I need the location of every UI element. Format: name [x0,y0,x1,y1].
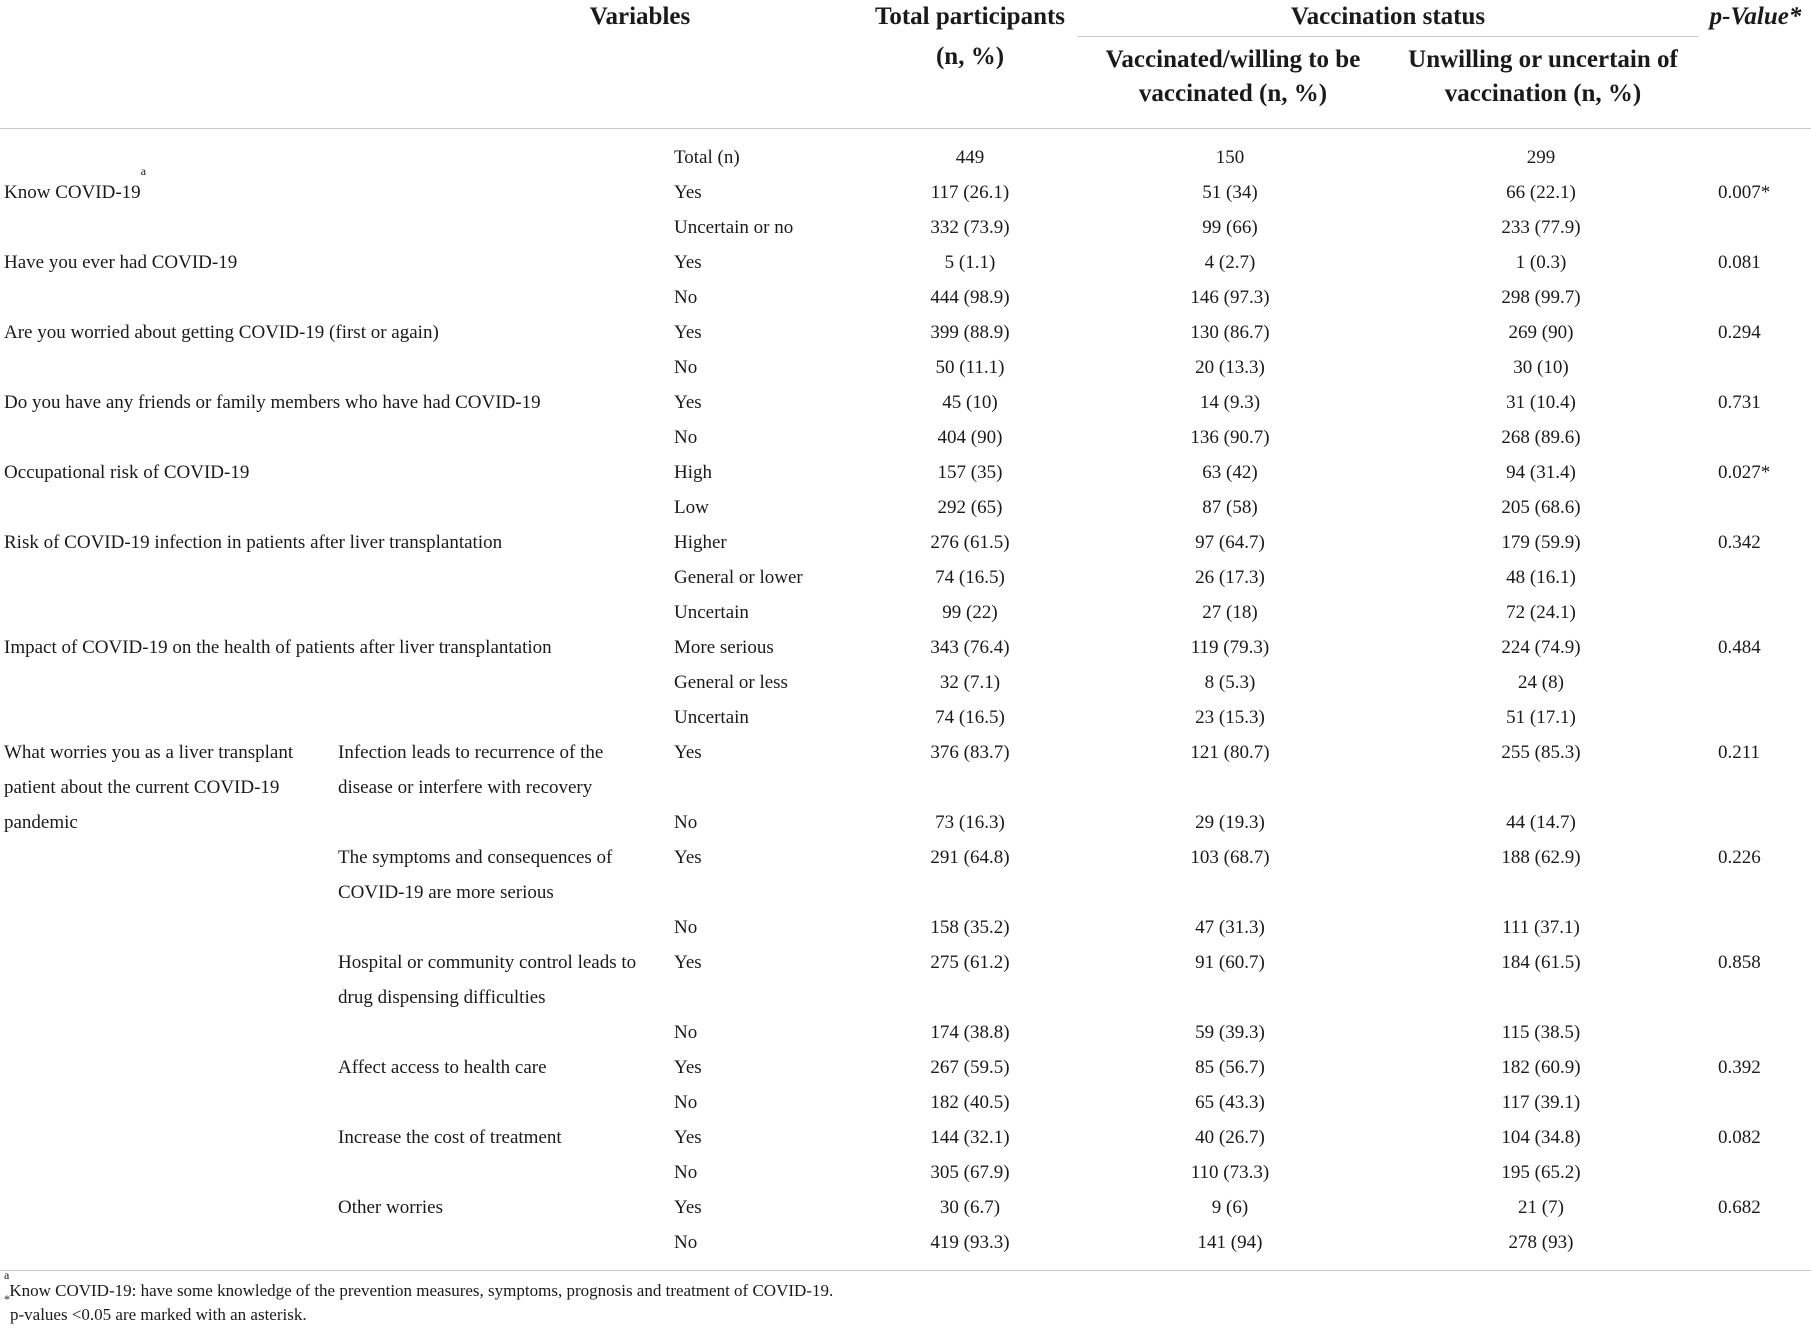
cell-var-text: No [674,1232,698,1253]
cell-unw-text: 30 (10) [1513,357,1569,378]
cell-p [1718,630,1808,665]
cell-unw-text: 44 (14.7) [1506,812,1576,833]
header-total-participants-unit: (n, %) [935,43,1005,70]
cell-unw [1441,1225,1641,1260]
cell-var-text: High [674,462,712,483]
cell-total-text: 305 (67.9) [930,1162,1010,1183]
cell-unw [1441,385,1641,420]
cell-vacc-text: 47 (31.3) [1195,917,1265,938]
footnote-star [4,1292,307,1327]
cell-unw-text: 278 (93) [1508,1232,1574,1253]
cell-sub [338,840,638,910]
cell-q [4,245,764,280]
cell-unw-text: 179 (59.9) [1501,532,1581,553]
cell-sub-text: Affect access to health care [338,1057,547,1078]
cell-unw [1441,350,1641,385]
cell-vacc-text: 110 (73.3) [1190,1162,1270,1183]
cell-sub-text: Other worries [338,1197,443,1218]
cell-var-text: Uncertain [674,602,749,623]
cell-q [4,455,764,490]
cell-vacc [1130,595,1330,630]
cell-total [870,1015,1070,1050]
cell-total [870,525,1070,560]
cell-vacc [1130,735,1330,770]
cell-vacc-text: 59 (39.3) [1195,1022,1265,1043]
cell-vacc-text: 121 (80.7) [1190,742,1270,763]
cell-unw-text: 72 (24.1) [1506,602,1576,623]
cell-unw [1441,210,1641,245]
footnote-a-mark: a [4,1268,10,1282]
cell-vacc-text: 119 (79.3) [1190,637,1270,658]
cell-var-text: No [674,917,698,938]
cell-p [1718,1190,1808,1225]
cell-vacc [1130,805,1330,840]
cell-var-text: No [674,287,698,308]
cell-p-text: 0.682 [1718,1197,1761,1218]
cell-q-text: Are you worried about getting COVID-19 (first or again) [4,322,439,343]
cell-p-text: 0.731 [1718,392,1761,413]
cell-vacc [1130,455,1330,490]
cell-unw [1441,1085,1641,1120]
cell-unw-text: 104 (34.8) [1501,1127,1581,1148]
cell-unw-text: 195 (65.2) [1501,1162,1581,1183]
cell-unw-text: 299 [1526,147,1556,168]
cell-q-superscript: a [140,164,147,178]
cell-unw-text: 298 (99.7) [1501,287,1581,308]
cell-var-text: Total (n) [674,147,740,168]
header-total-participants: Total participants [874,3,1066,30]
cell-total [870,350,1070,385]
cell-unw-text: 233 (77.9) [1501,217,1581,238]
header-bottom-rule [0,128,1811,129]
cell-p [1718,315,1808,350]
cell-var-text: Yes [674,1197,702,1218]
cell-unw [1441,1050,1641,1085]
cell-total-text: 30 (6.7) [939,1197,1001,1218]
cell-unw-text: 117 (39.1) [1501,1092,1581,1113]
cell-q [4,315,764,350]
cell-unw [1441,455,1641,490]
cell-total-text: 99 (22) [942,602,998,623]
cell-unw-text: 21 (7) [1518,1197,1564,1218]
cell-total [870,420,1070,455]
cell-p [1718,525,1808,560]
cell-vacc-text: 65 (43.3) [1195,1092,1265,1113]
cell-var-text: General or lower [674,567,803,588]
header-vaccinated-unit: vaccinated (n, %) [1138,80,1328,107]
cell-vacc [1130,490,1330,525]
cell-unw-text: 66 (22.1) [1506,182,1576,203]
cell-total-text: 275 (61.2) [930,952,1010,973]
cell-p-text: 0.027* [1718,462,1771,483]
cell-var-text: General or less [674,672,788,693]
cell-unw [1441,525,1641,560]
cell-unw-text: 31 (10.4) [1506,392,1576,413]
cell-total-text: 74 (16.5) [935,707,1005,728]
cell-q-text: Know COVID-19 [4,182,141,203]
footnote-a [4,1268,834,1303]
cell-q-text: Occupational risk of COVID-19 [4,462,250,483]
cell-var-text: Yes [674,952,702,973]
cell-total [870,315,1070,350]
cell-total-text: 399 (88.9) [930,322,1010,343]
cell-vacc-text: 8 (5.3) [1204,672,1256,693]
cell-p-text: 0.392 [1718,1057,1761,1078]
cell-unw-text: 255 (85.3) [1501,742,1581,763]
cell-total-text: 267 (59.5) [930,1057,1010,1078]
cell-vacc-text: 27 (18) [1202,602,1258,623]
header-unwilling: Unwilling or uncertain of [1408,46,1678,73]
cell-vacc [1130,700,1330,735]
cell-q-text: Risk of COVID-19 infection in patients after liver transplantation [4,532,503,553]
cell-total-text: 158 (35.2) [930,917,1010,938]
cell-vacc-text: 29 (19.3) [1195,812,1265,833]
cell-unw-text: 268 (89.6) [1501,427,1581,448]
cell-unw [1441,560,1641,595]
cell-total-text: 45 (10) [942,392,998,413]
cell-vacc-text: 51 (34) [1202,182,1258,203]
cell-unw-text: 188 (62.9) [1501,847,1581,868]
cell-unw [1441,175,1641,210]
cell-vacc [1130,280,1330,315]
cell-vacc [1130,350,1330,385]
cell-unw [1441,490,1641,525]
cell-unw-text: 115 (38.5) [1501,1022,1581,1043]
cell-vacc [1130,1225,1330,1260]
cell-total [870,455,1070,490]
cell-unw [1441,665,1641,700]
cell-total [870,595,1070,630]
cell-unw [1441,315,1641,350]
cell-unw-text: 48 (16.1) [1506,567,1576,588]
cell-vacc-text: 97 (64.7) [1195,532,1265,553]
cell-total [870,560,1070,595]
cell-total-text: 444 (98.9) [930,287,1010,308]
cell-total-text: 32 (7.1) [939,672,1001,693]
cell-unw-text: 1 (0.3) [1515,252,1567,273]
cell-total [870,910,1070,945]
cell-var-text: Yes [674,847,702,868]
cell-total-text: 343 (76.4) [930,637,1010,658]
table-bottom-rule [0,1270,1811,1271]
cell-total [870,385,1070,420]
cell-var-text: Yes [674,252,702,273]
cell-var-text: Higher [674,532,727,553]
cell-total-text: 291 (64.8) [930,847,1010,868]
cell-total [870,1190,1070,1225]
cell-vacc [1130,1050,1330,1085]
cell-total [870,140,1070,175]
cell-total-text: 419 (93.3) [930,1232,1010,1253]
cell-p [1718,735,1808,770]
cell-var-text: Uncertain [674,707,749,728]
cell-unw-text: 24 (8) [1518,672,1564,693]
header-variables: Variables [589,3,691,30]
cell-p-text: 0.226 [1718,847,1761,868]
cell-q-text: Have you ever had COVID-19 [4,252,238,273]
cell-vacc [1130,140,1330,175]
cell-vacc [1130,560,1330,595]
cell-total-text: 449 [955,147,985,168]
cell-p [1718,945,1808,980]
cell-unw [1441,595,1641,630]
cell-vacc-text: 4 (2.7) [1204,252,1256,273]
cell-var-text: More serious [674,637,774,658]
cell-p-text: 0.342 [1718,532,1761,553]
cell-vacc-text: 63 (42) [1202,462,1258,483]
cell-total [870,665,1070,700]
cell-var-text: No [674,812,698,833]
cell-p-text: 0.007* [1718,182,1771,203]
cell-vacc [1130,1015,1330,1050]
cell-p [1718,245,1808,280]
cell-sub-text: Hospital or community control leads to drug dispensing difficulties [338,952,637,1008]
cell-vacc [1130,665,1330,700]
cell-vacc-text: 14 (9.3) [1199,392,1261,413]
cell-total-text: 182 (40.5) [930,1092,1010,1113]
cell-vacc [1130,840,1330,875]
cell-total [870,1050,1070,1085]
cell-sub-text: The symptoms and consequences of COVID-19 are more serious [338,847,613,903]
footnote-a-text: Know COVID-19: have some knowledge of the prevention measures, symptoms, prognosis and treatment of COVID-19. [9,1281,834,1300]
cell-p [1718,1120,1808,1155]
cell-vacc-text: 87 (58) [1202,497,1258,518]
cell-unw-text: 184 (61.5) [1501,952,1581,973]
cell-vacc [1130,385,1330,420]
cell-total-text: 73 (16.3) [935,812,1005,833]
cell-total-text: 292 (65) [937,497,1003,518]
cell-vacc [1130,945,1330,980]
cell-vacc [1130,1085,1330,1120]
cell-vacc-text: 40 (26.7) [1195,1127,1265,1148]
cell-var-text: Yes [674,1127,702,1148]
cell-vacc [1130,175,1330,210]
cell-unw [1441,630,1641,665]
cell-var-text: Uncertain or no [674,217,794,238]
cell-var-text: No [674,1022,698,1043]
cell-unw-text: 205 (68.6) [1501,497,1581,518]
cell-unw [1441,805,1641,840]
table-header [0,0,1811,128]
cell-q [4,525,764,560]
cell-q [4,385,764,420]
cell-vacc [1130,630,1330,665]
cell-vacc-text: 150 [1215,147,1245,168]
cell-q [4,630,764,665]
cell-unw-text: 51 (17.1) [1506,707,1576,728]
cell-total [870,210,1070,245]
cell-total [870,945,1070,980]
cell-vacc-text: 26 (17.3) [1195,567,1265,588]
footnote-star-text: p-values <0.05 are marked with an asterisk. [10,1305,307,1324]
cell-p-text: 0.081 [1718,252,1761,273]
cell-p-text: 0.211 [1718,742,1761,763]
cell-unw [1441,735,1641,770]
cell-unw-text: 111 (37.1) [1502,917,1580,938]
cell-vacc-text: 23 (15.3) [1195,707,1265,728]
cell-total-text: 144 (32.1) [930,1127,1010,1148]
cell-p-text: 0.294 [1718,322,1761,343]
cell-total-text: 332 (73.9) [930,217,1010,238]
cell-unw [1441,840,1641,875]
cell-vacc-text: 136 (90.7) [1190,427,1270,448]
cell-q-text: What worries you as a liver transplant patient about the current COVID-19 pandemic [4,742,294,833]
header-vaccinated: Vaccinated/willing to be [1105,46,1361,73]
cell-var-text: Yes [674,322,702,343]
cell-total-text: 117 (26.1) [930,182,1010,203]
cell-q-text: Do you have any friends or family members who have had COVID-19 [4,392,541,413]
header-p-value: p-Value* [1709,3,1802,30]
cell-p [1718,840,1808,875]
cell-var-text: Yes [674,742,702,763]
header-vaccination-status: Vaccination status [1290,3,1486,30]
cell-total [870,630,1070,665]
footnote-star-mark: * [4,1292,10,1306]
cell-total-text: 5 (1.1) [944,252,996,273]
cell-unw [1441,1015,1641,1050]
cell-vacc [1130,315,1330,350]
cell-var-text: Yes [674,392,702,413]
cell-unw [1441,700,1641,735]
cell-sub [338,945,638,1015]
cell-var-text: No [674,427,698,448]
cell-p [1718,385,1808,420]
cell-vacc-text: 20 (13.3) [1195,357,1265,378]
cell-unw [1441,1155,1641,1190]
cell-total-text: 74 (16.5) [935,567,1005,588]
cell-unw [1441,945,1641,980]
cell-total [870,175,1070,210]
cell-sub [338,1050,638,1085]
cell-p [1718,455,1808,490]
cell-var-text: Yes [674,182,702,203]
cell-vacc-text: 85 (56.7) [1195,1057,1265,1078]
cell-vacc [1130,210,1330,245]
cell-p [1718,1050,1808,1085]
cell-vacc [1130,525,1330,560]
cell-vacc-text: 91 (60.7) [1195,952,1265,973]
cell-total [870,1120,1070,1155]
cell-var-text: No [674,1162,698,1183]
cell-p [1718,175,1808,210]
cell-total [870,1155,1070,1190]
cell-sub [338,735,638,805]
cell-vacc [1130,1190,1330,1225]
cell-vacc [1130,910,1330,945]
cell-vacc [1130,1120,1330,1155]
cell-total [870,490,1070,525]
cell-vacc-text: 103 (68.7) [1190,847,1270,868]
cell-unw-text: 224 (74.9) [1501,637,1581,658]
header-unwilling-unit: vaccination (n, %) [1444,80,1642,107]
cell-unw [1441,420,1641,455]
cell-var-text: No [674,357,698,378]
cell-total [870,735,1070,770]
cell-total-text: 276 (61.5) [930,532,1010,553]
cell-var-text: Yes [674,1057,702,1078]
cell-q [4,735,314,840]
cell-vacc-text: 130 (86.7) [1190,322,1270,343]
cell-total [870,245,1070,280]
cell-unw [1441,910,1641,945]
cell-unw-text: 94 (31.4) [1506,462,1576,483]
cell-total-text: 157 (35) [937,462,1003,483]
cell-total [870,1225,1070,1260]
cell-vacc-text: 9 (6) [1211,1197,1249,1218]
cell-total [870,700,1070,735]
cell-total-text: 50 (11.1) [935,357,1005,378]
cell-var-text: No [674,1092,698,1113]
cell-total [870,280,1070,315]
cell-p-text: 0.082 [1718,1127,1761,1148]
cell-total [870,1085,1070,1120]
cell-total-text: 376 (83.7) [930,742,1010,763]
vaccination-status-rule [1078,36,1698,37]
cell-total-text: 404 (90) [937,427,1003,448]
cell-unw [1441,140,1641,175]
cell-unw [1441,1190,1641,1225]
cell-sub-text: Infection leads to recurrence of the disease or interfere with recovery [338,742,604,798]
cell-vacc-text: 99 (66) [1202,217,1258,238]
cell-unw [1441,280,1641,315]
cell-p-text: 0.484 [1718,637,1761,658]
cell-vacc-text: 146 (97.3) [1190,287,1270,308]
cell-vacc-text: 141 (94) [1197,1232,1263,1253]
cell-vacc [1130,420,1330,455]
cell-total-text: 174 (38.8) [930,1022,1010,1043]
cell-total [870,805,1070,840]
cell-q [4,164,764,210]
cell-sub [338,1120,638,1155]
cell-vacc [1130,1155,1330,1190]
cell-p-text: 0.858 [1718,952,1761,973]
cell-unw-text: 269 (90) [1508,322,1574,343]
cell-total [870,840,1070,875]
cell-vacc [1130,245,1330,280]
cell-unw [1441,245,1641,280]
cell-sub-text: Increase the cost of treatment [338,1127,562,1148]
cell-var-text: Low [674,497,709,518]
cell-sub [338,1190,638,1225]
cell-q-text: Impact of COVID-19 on the health of patients after liver transplantation [4,637,552,658]
cell-unw-text: 182 (60.9) [1501,1057,1581,1078]
cell-unw [1441,1120,1641,1155]
